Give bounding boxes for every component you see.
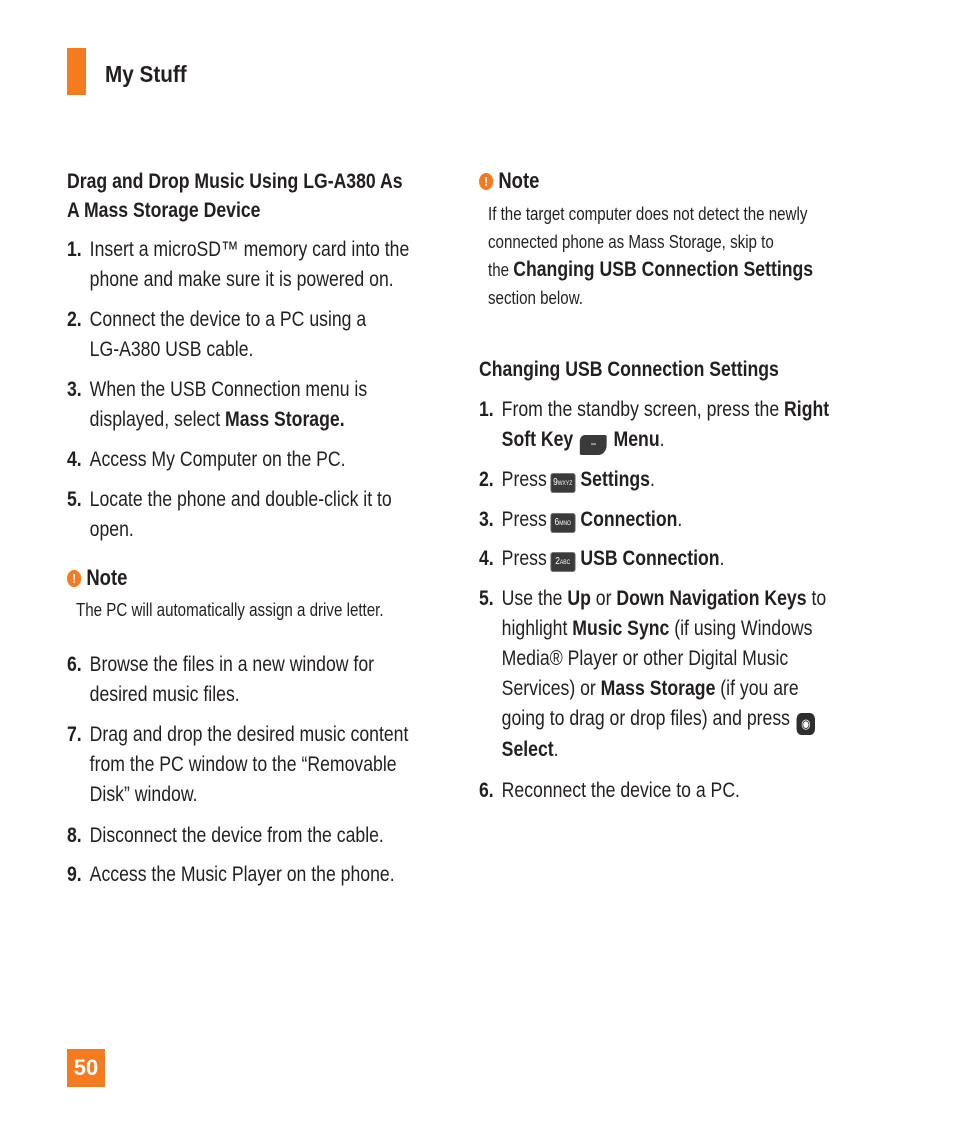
key-2-icon: 2ABC [550, 552, 575, 572]
right-section-title: Changing USB Connection Settings [479, 358, 779, 381]
left-note-text: The PC will automatically assign a drive letter. [76, 600, 384, 620]
warning-icon: ! [67, 570, 81, 587]
page-number: 50 [67, 1049, 105, 1087]
key-6-icon: 6MNO [550, 513, 575, 533]
warning-icon: ! [479, 173, 493, 190]
key-9-icon: 9WXYZ [550, 473, 575, 493]
right-note-heading: ! Note [479, 168, 539, 194]
right-note-text: If the target computer does not detect the newly connected phone as Mass Storage, skip to the Changing USB Connection Settings section below. [488, 204, 814, 308]
right-soft-key-icon: − [580, 435, 607, 455]
left-note-heading: ! Note [67, 565, 127, 591]
header-accent-bar [67, 48, 86, 95]
select-key-icon: ◉ [797, 713, 815, 735]
left-section-title: Drag and Drop Music Using LG-A380 As A Mass Storage Device [67, 170, 403, 222]
page-header-title: My Stuff [105, 61, 187, 87]
